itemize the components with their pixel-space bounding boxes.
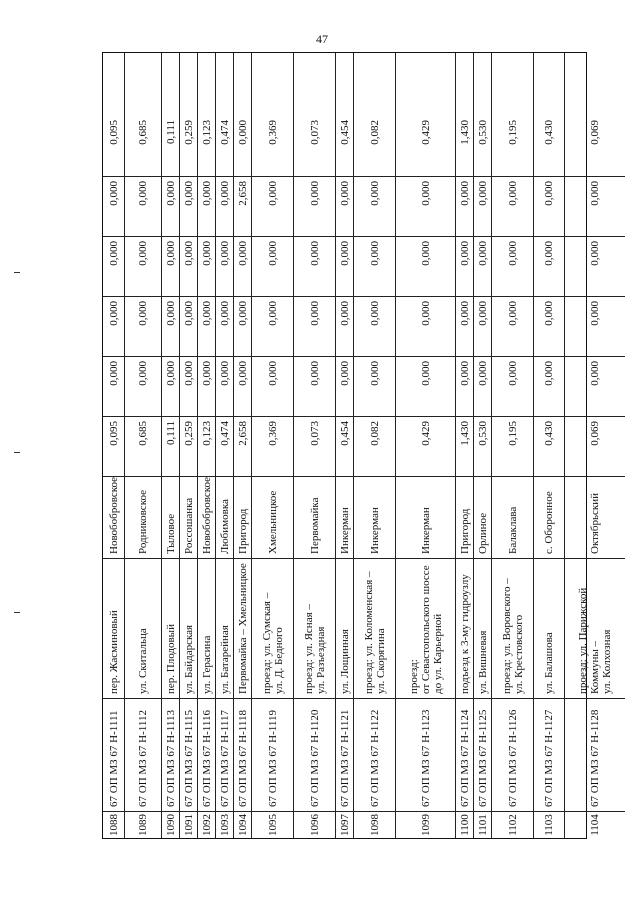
settlement-cell: Любимовка <box>216 477 233 559</box>
length-col-2-cell: 0,000 <box>565 357 625 417</box>
length-col-4-cell: 0,000 <box>252 237 293 297</box>
length-col-6-cell: 0,369 <box>252 116 293 177</box>
length-col-4-cell: 0,000 <box>396 237 455 297</box>
length-col-2-cell: 0,000 <box>456 357 473 417</box>
length-col-2-cell: 0,000 <box>180 357 197 417</box>
length-col-6-cell: 0,454 <box>336 116 353 177</box>
length-col-5-cell: 0,000 <box>294 177 335 237</box>
length-col-3-cell: 0,000 <box>354 297 395 357</box>
road-name-cell: ул. Байдарская <box>180 559 197 699</box>
length-col-4-cell: 0,000 <box>103 237 124 297</box>
length-col-5-cell: 0,000 <box>456 177 473 237</box>
length-col-3-cell: 0,000 <box>456 297 473 357</box>
settlement-cell: Пригород <box>456 477 473 559</box>
row-number-cell: 1092 <box>200 814 213 836</box>
length-col-4-cell: 0,000 <box>234 237 251 297</box>
settlement-cell: Новобобровское <box>198 477 215 559</box>
length-col-5-cell: 0,000 <box>474 177 491 237</box>
row-number-cell: 1097 <box>338 814 351 836</box>
table-row <box>395 53 455 838</box>
road-name-cell: ул. Батарейная <box>216 559 233 699</box>
length-col-2-cell: 0,000 <box>162 357 179 417</box>
length-col-2-cell: 0,000 <box>492 357 533 417</box>
road-name-cell: ул. Вишневая <box>474 559 491 699</box>
length-col-3-cell: 0,000 <box>492 297 533 357</box>
margin-tick <box>14 452 20 453</box>
row-number-cell: 1096 <box>308 814 321 836</box>
length-col-6-cell: 0,069 <box>565 116 625 177</box>
length-col-5-cell: 0,000 <box>198 177 215 237</box>
length-total-cell: 0,111 <box>162 417 179 477</box>
road-name-cell: пер. Плодовый <box>162 559 179 699</box>
length-col-6-cell: 0,474 <box>216 116 233 177</box>
road-code-cell: 67 ОП МЗ 67 Н-1113 <box>162 699 179 812</box>
length-col-2-cell: 0,000 <box>234 357 251 417</box>
table-row <box>564 53 625 838</box>
length-col-4-cell: 0,000 <box>125 237 161 297</box>
length-total-cell: 0,530 <box>474 417 491 477</box>
length-total-cell: 0,454 <box>336 417 353 477</box>
row-number-cell: 1100 <box>458 814 471 836</box>
length-total-cell: 0,259 <box>180 417 197 477</box>
length-col-4-cell: 0,000 <box>534 237 564 297</box>
table-row <box>197 53 215 838</box>
road-name-cell: проезд: ул. Ясная – ул. Разъездная <box>294 559 335 699</box>
length-col-6-cell: 0,111 <box>162 116 179 177</box>
length-col-4-cell: 0,000 <box>474 237 491 297</box>
length-col-5-cell: 0,000 <box>103 177 124 237</box>
settlement-cell: Родниковское <box>125 477 161 559</box>
length-total-cell: 0,195 <box>492 417 533 477</box>
length-total-cell: 0,069 <box>565 417 625 477</box>
length-total-cell: 1,430 <box>456 417 473 477</box>
length-col-3-cell: 0,000 <box>162 297 179 357</box>
length-col-4-cell: 0,000 <box>180 237 197 297</box>
length-col-3-cell: 0,000 <box>534 297 564 357</box>
length-col-4-cell: 0,000 <box>456 237 473 297</box>
table-row <box>293 53 335 838</box>
road-code-cell: 67 ОП МЗ 67 Н-1115 <box>180 699 197 812</box>
road-code-cell: 67 ОП МЗ 67 Н-1127 <box>534 699 564 812</box>
length-col-4-cell: 0,000 <box>565 237 625 297</box>
table-row <box>103 53 124 838</box>
settlement-cell: Инкерман <box>336 477 353 559</box>
length-col-5-cell: 0,000 <box>336 177 353 237</box>
length-col-3-cell: 0,000 <box>336 297 353 357</box>
length-col-6-cell: 0,685 <box>125 116 161 177</box>
road-name-cell: ул. Скитальца <box>125 559 161 699</box>
road-name-cell: Первомайка – Хмельницкое <box>234 559 251 699</box>
table-row <box>161 53 179 838</box>
length-col-6-cell: 0,073 <box>294 116 335 177</box>
road-code-cell: 67 ОП МЗ 67 Н-1125 <box>474 699 491 812</box>
length-col-2-cell: 0,000 <box>198 357 215 417</box>
length-col-3-cell: 0,000 <box>125 297 161 357</box>
length-total-cell: 0,123 <box>198 417 215 477</box>
length-col-6-cell: 0,123 <box>198 116 215 177</box>
settlement-cell: Инкерман <box>396 477 455 559</box>
road-registry-table <box>102 52 613 839</box>
length-col-4-cell: 0,000 <box>198 237 215 297</box>
row-number-cell: 1095 <box>266 814 279 836</box>
length-col-4-cell: 0,000 <box>294 237 335 297</box>
length-total-cell: 0,474 <box>216 417 233 477</box>
settlement-cell: Орлиное <box>474 477 491 559</box>
settlement-cell: Первомайка <box>294 477 335 559</box>
length-col-2-cell: 0,000 <box>354 357 395 417</box>
road-name-cell: проезд: ул. Сумская – ул. Д. Бедного <box>252 559 293 699</box>
table-row <box>124 53 161 838</box>
road-code-cell: 67 ОП МЗ 67 Н-1128 <box>565 699 625 812</box>
settlement-cell: Инкерман <box>354 477 395 559</box>
length-col-4-cell: 0,000 <box>216 237 233 297</box>
length-total-cell: 0,082 <box>354 417 395 477</box>
margin-tick <box>14 272 20 273</box>
length-col-5-cell: 2,658 <box>234 177 251 237</box>
length-col-3-cell: 0,000 <box>216 297 233 357</box>
length-col-3-cell: 0,000 <box>180 297 197 357</box>
length-col-5-cell: 0,000 <box>125 177 161 237</box>
length-col-3-cell: 0,000 <box>252 297 293 357</box>
road-name-cell: проезд: ул. Коломенская – ул. Скорятина <box>354 559 395 699</box>
row-number-cell: 1094 <box>236 814 249 836</box>
length-col-4-cell: 0,000 <box>162 237 179 297</box>
length-total-cell: 2,658 <box>234 417 251 477</box>
rotated-table-frame <box>102 52 613 839</box>
road-code-cell: 67 ОП МЗ 67 Н-1116 <box>198 699 215 812</box>
settlement-cell: Тыловое <box>162 477 179 559</box>
row-number-cell: 1093 <box>218 814 231 836</box>
road-name-cell: проезд: ул. Воровского – ул. Крестовского <box>492 559 533 699</box>
length-col-6-cell: 1,430 <box>456 116 473 177</box>
table-row <box>455 53 473 838</box>
length-col-4-cell: 0,000 <box>336 237 353 297</box>
road-code-cell: 67 ОП МЗ 67 Н-1126 <box>492 699 533 812</box>
length-col-2-cell: 0,000 <box>336 357 353 417</box>
row-number-cell: 1091 <box>182 814 195 836</box>
settlement-cell: Россошанка <box>180 477 197 559</box>
length-col-5-cell: 0,000 <box>180 177 197 237</box>
length-total-cell: 0,073 <box>294 417 335 477</box>
length-col-2-cell: 0,000 <box>396 357 455 417</box>
length-col-6-cell: 0,000 <box>234 116 251 177</box>
length-col-2-cell: 0,000 <box>216 357 233 417</box>
row-number-cell: 1099 <box>419 814 432 836</box>
table-row <box>233 53 251 838</box>
margin-tick <box>14 612 20 613</box>
length-col-5-cell: 0,000 <box>354 177 395 237</box>
road-name-cell: подъезд к 3-му гидроузлу <box>456 559 473 699</box>
road-name-cell: проезд: ул. Парижской Коммуны – ул. Колхозная <box>565 559 625 699</box>
length-total-cell: 0,685 <box>125 417 161 477</box>
row-number-cell: 1101 <box>476 814 489 836</box>
road-name-cell: пер. Жасминовый <box>103 559 124 699</box>
length-col-5-cell: 0,000 <box>534 177 564 237</box>
road-code-cell: 67 ОП МЗ 67 Н-1123 <box>396 699 455 812</box>
length-col-4-cell: 0,000 <box>492 237 533 297</box>
length-total-cell: 0,095 <box>103 417 124 477</box>
length-col-2-cell: 0,000 <box>103 357 124 417</box>
road-code-cell: 67 ОП МЗ 67 Н-1121 <box>336 699 353 812</box>
table-row <box>251 53 293 838</box>
road-code-cell: 67 ОП МЗ 67 Н-1124 <box>456 699 473 812</box>
length-col-5-cell: 0,000 <box>216 177 233 237</box>
road-code-cell: 67 ОП МЗ 67 Н-1111 <box>103 699 124 812</box>
table-row <box>215 53 233 838</box>
length-col-2-cell: 0,000 <box>534 357 564 417</box>
length-col-3-cell: 0,000 <box>565 297 625 357</box>
row-number-cell: 1089 <box>137 814 149 836</box>
length-col-5-cell: 0,000 <box>565 177 625 237</box>
length-col-5-cell: 0,000 <box>492 177 533 237</box>
table-row <box>533 53 564 838</box>
length-col-3-cell: 0,000 <box>198 297 215 357</box>
settlement-cell: с. Оборонное <box>534 477 564 559</box>
settlement-cell: Пригород <box>234 477 251 559</box>
length-col-3-cell: 0,000 <box>234 297 251 357</box>
length-col-6-cell: 0,095 <box>103 116 124 177</box>
length-col-2-cell: 0,000 <box>474 357 491 417</box>
row-number-cell: 1090 <box>164 814 177 836</box>
road-code-cell: 67 ОП МЗ 67 Н-1118 <box>234 699 251 812</box>
length-col-2-cell: 0,000 <box>125 357 161 417</box>
length-total-cell: 0,429 <box>396 417 455 477</box>
length-col-3-cell: 0,000 <box>474 297 491 357</box>
length-col-6-cell: 0,195 <box>492 116 533 177</box>
settlement-cell: Новобобровское <box>103 477 124 559</box>
length-col-6-cell: 0,430 <box>534 116 564 177</box>
row-number-cell: 1104 <box>589 814 601 836</box>
settlement-cell: Балаклава <box>492 477 533 559</box>
table-row <box>491 53 533 838</box>
road-code-cell: 67 ОП МЗ 67 Н-1117 <box>216 699 233 812</box>
length-col-5-cell: 0,000 <box>252 177 293 237</box>
road-name-cell: проезд: от Севастопольского шоссе до ул. Карьерной <box>396 559 455 699</box>
settlement-cell: Хмельницкое <box>252 477 293 559</box>
table-row <box>335 53 353 838</box>
length-total-cell: 0,369 <box>252 417 293 477</box>
settlement-cell: Октябрьский <box>565 477 625 559</box>
road-name-cell: ул. Балашова <box>534 559 564 699</box>
row-number-cell: 1103 <box>543 814 555 836</box>
table-row <box>353 53 395 838</box>
length-col-6-cell: 0,530 <box>474 116 491 177</box>
page-number: 47 <box>316 32 328 46</box>
row-number-cell: 1102 <box>506 814 519 836</box>
length-col-4-cell: 0,000 <box>354 237 395 297</box>
road-name-cell: ул. Герасина <box>198 559 215 699</box>
table-row <box>473 53 491 838</box>
road-code-cell: 67 ОП МЗ 67 Н-1112 <box>125 699 161 812</box>
road-code-cell: 67 ОП МЗ 67 Н-1119 <box>252 699 293 812</box>
table-row <box>179 53 197 838</box>
length-col-5-cell: 0,000 <box>396 177 455 237</box>
length-col-3-cell: 0,000 <box>396 297 455 357</box>
length-col-2-cell: 0,000 <box>252 357 293 417</box>
road-code-cell: 67 ОП МЗ 67 Н-1120 <box>294 699 335 812</box>
row-number-cell: 1098 <box>368 814 381 836</box>
road-code-cell: 67 ОП МЗ 67 Н-1122 <box>354 699 395 812</box>
length-col-3-cell: 0,000 <box>103 297 124 357</box>
length-col-2-cell: 0,000 <box>294 357 335 417</box>
length-total-cell: 0,430 <box>534 417 564 477</box>
length-col-6-cell: 0,429 <box>396 116 455 177</box>
row-number-cell: 1088 <box>107 814 120 836</box>
road-name-cell: ул. Лощинная <box>336 559 353 699</box>
length-col-6-cell: 0,259 <box>180 116 197 177</box>
length-col-3-cell: 0,000 <box>294 297 335 357</box>
length-col-6-cell: 0,082 <box>354 116 395 177</box>
length-col-5-cell: 0,000 <box>162 177 179 237</box>
